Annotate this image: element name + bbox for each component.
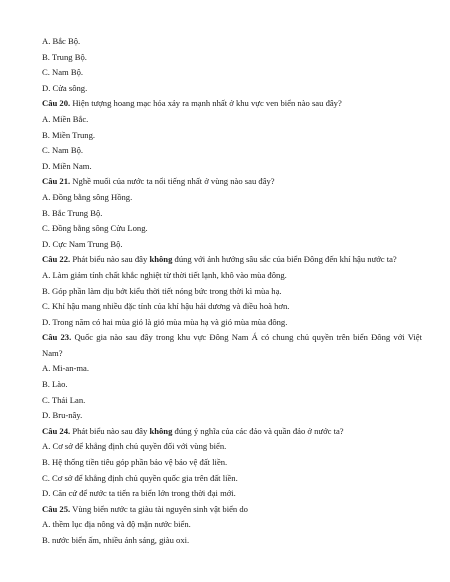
question-text-tail: đúng ý nghĩa của các đảo và quần đảo ở nước ta? xyxy=(172,425,344,436)
question-line xyxy=(42,424,422,440)
answer-option: B. Lào. xyxy=(42,379,68,390)
answer-option: C. Khí hậu mang nhiều đặc tính của khí hậu hải dương và điều hoà hơn. xyxy=(42,301,290,312)
answer-option: A. Đồng bằng sông Hồng. xyxy=(42,191,133,202)
answer-option: C. Thái Lan. xyxy=(42,394,86,405)
question-line xyxy=(42,502,422,518)
question-line xyxy=(42,330,422,361)
answer-option: D. Trong năm có hai mùa gió là gió mùa mùa hạ và gió mùa mùa đông. xyxy=(42,316,288,327)
question-text: Hiện tượng hoang mạc hóa xảy ra mạnh nhất ở khu vực ven biển nào sau đây? xyxy=(70,98,342,109)
answer-option: D. Căn cứ để nước ta tiến ra biển lớn trong thời đại mới. xyxy=(42,488,236,499)
answer-option: A. Mi-an-ma. xyxy=(42,363,90,374)
question-number: Câu 20. xyxy=(42,98,71,109)
question-text: Vùng biển nước ta giàu tài nguyên sinh vật biển do xyxy=(70,503,248,514)
answer-option: A. thềm lục địa nông và độ mặn nước biển. xyxy=(42,519,191,530)
question-line xyxy=(42,174,422,190)
question-number: Câu 25. xyxy=(42,503,71,514)
answer-option: A. Miền Bắc. xyxy=(42,113,89,124)
answer-option: A. Bắc Bộ. xyxy=(42,36,81,46)
question-text-tail: đúng với ảnh hưởng sâu sắc của biển Đông đến khí hậu nước ta? xyxy=(172,254,397,265)
answer-option: B. Miền Trung. xyxy=(42,129,96,140)
question-keyword: không xyxy=(149,254,173,265)
question-text: Nghề muối của nước ta nổi tiếng nhất ở vùng nào sau đây? xyxy=(70,176,275,187)
answer-option: D. Cửa sông. xyxy=(42,82,88,93)
answer-option: B. Hệ thống tiền tiêu góp phần bảo vệ bảo vệ đất liền. xyxy=(42,457,228,468)
question-keyword: không xyxy=(149,425,173,436)
question-number: Câu 23. xyxy=(42,332,72,343)
answer-option: B. Trung Bộ. xyxy=(42,51,87,62)
question-number: Câu 22. xyxy=(42,254,71,265)
answer-option: B. Bắc Trung Bộ. xyxy=(42,207,103,218)
answer-option: D. Cực Nam Trung Bộ. xyxy=(42,238,123,249)
answer-option: B. nước biển ấm, nhiều ánh sáng, giàu oxi. xyxy=(42,535,190,545)
question-line xyxy=(42,252,422,268)
question-number: Câu 24. xyxy=(42,425,71,436)
answer-option: C. Đồng bằng sông Cửu Long. xyxy=(42,223,148,234)
question-line xyxy=(42,96,422,112)
document-page xyxy=(42,34,422,549)
question-text: Quốc gia nào sau đây trong khu vực Đông Nam Á có chung chủ quyền trên biển Đông với Việt Nam? xyxy=(42,332,422,358)
question-text: Phát biểu nào sau đây xyxy=(70,425,150,436)
answer-option: C. Nam Bộ. xyxy=(42,145,84,156)
answer-option: A. Làm giảm tính chất khắc nghiệt từ thời tiết lạnh, khô vào mùa đông. xyxy=(42,269,287,280)
answer-option: D. Bru-nây. xyxy=(42,410,83,421)
answer-option: C. Cơ sở để khẳng định chủ quyền quốc gia trên đất liền. xyxy=(42,472,238,483)
question-text: Phát biểu nào sau đây xyxy=(70,254,150,265)
answer-option: C. Nam Bộ. xyxy=(42,67,84,78)
question-number: Câu 21. xyxy=(42,176,71,187)
answer-option: D. Miền Nam. xyxy=(42,160,92,171)
answer-option: A. Cơ sở để khẳng định chủ quyền đối với vùng biển. xyxy=(42,441,227,452)
answer-option: B. Góp phần làm dịu bớt kiểu thời tiết nóng bức trong thời kì mùa hạ. xyxy=(42,285,282,296)
